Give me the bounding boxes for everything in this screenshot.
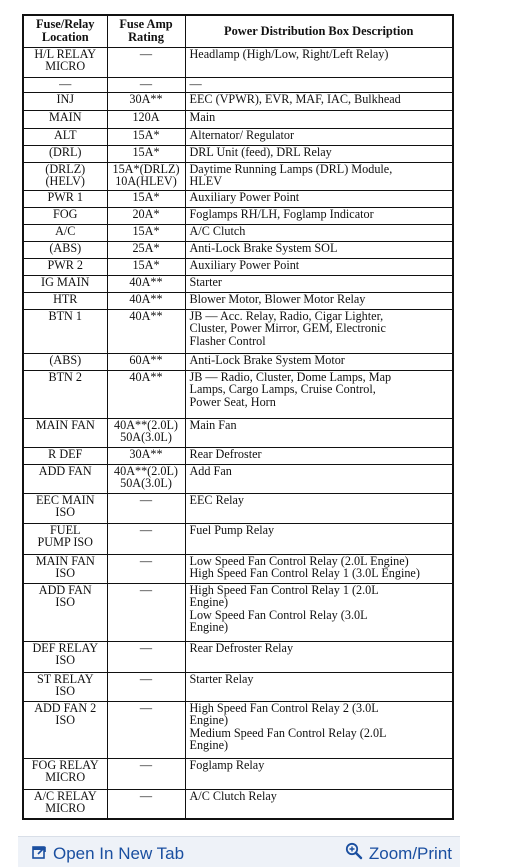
amp-rating-cell: [107, 207, 185, 224]
description-cell: [185, 464, 453, 493]
cell-text-line: FOG RELAY: [31, 757, 99, 772]
table-row: [23, 145, 453, 162]
amp-rating-cell: [107, 258, 185, 275]
cell-text-line: PWR 1: [47, 189, 84, 204]
amp-rating-cell: [107, 789, 185, 819]
description-cell: [185, 224, 453, 241]
description-cell: [185, 47, 453, 77]
header-amp-rating: Fuse Amp Rating: [107, 15, 185, 47]
cell-text-line: —: [59, 76, 72, 91]
cell-text-line: Engine): [189, 620, 229, 635]
table-row: [23, 309, 453, 353]
cell-text-line: —: [139, 76, 153, 91]
cell-text-line: 15A*: [132, 144, 160, 159]
description-cell: [185, 309, 453, 353]
location-cell: [23, 47, 107, 77]
cell-text-line: 30A**: [129, 446, 163, 461]
description-cell: [185, 789, 453, 819]
table-row: [23, 190, 453, 207]
cell-text-line: —: [139, 671, 153, 686]
cell-text-line: 15A*: [132, 127, 160, 142]
table-row: [23, 464, 453, 493]
table-row: [23, 162, 453, 190]
cell-text-line: 40A**(2.0L): [114, 463, 178, 478]
cell-text-line: HTR: [53, 291, 78, 306]
cell-text-line: Engine): [189, 713, 229, 728]
location-cell: [23, 493, 107, 523]
description-cell: [185, 92, 453, 110]
cell-text-line: MICRO: [45, 59, 86, 74]
location-cell: [23, 207, 107, 224]
cell-text-line: Fuel Pump Relay: [189, 522, 275, 537]
cell-text-line: BTN 1: [48, 308, 82, 323]
cell-text-line: ISO: [55, 566, 76, 581]
cell-text-line: —: [139, 582, 153, 597]
zoom-print-link[interactable]: [345, 842, 452, 865]
cell-text-line: 10A(HLEV): [115, 174, 177, 189]
cell-text-line: FUEL: [50, 522, 81, 537]
description-cell: [185, 110, 453, 128]
location-cell: [23, 554, 107, 583]
cell-text-line: Add Fan: [189, 463, 232, 478]
cell-text-line: JB — Radio, Cluster, Dome Lamps, Map: [189, 369, 392, 384]
location-cell: [23, 464, 107, 493]
amp-rating-cell: [107, 554, 185, 583]
amp-rating-cell: [107, 162, 185, 190]
description-cell: [185, 292, 453, 309]
description-cell: [185, 641, 453, 672]
fuse-relay-table: [22, 14, 454, 820]
table-row: [23, 258, 453, 275]
cell-text-line: ADD FAN 2: [34, 700, 97, 715]
cell-text-line: MAIN: [49, 109, 82, 124]
zoom-magnifier-icon: [345, 842, 363, 865]
location-cell: [23, 789, 107, 819]
amp-rating-cell: [107, 641, 185, 672]
cell-text-line: EEC (VPWR), EVR, MAF, IAC, Bulkhead: [189, 91, 401, 106]
description-cell: [185, 190, 453, 207]
amp-rating-cell: [107, 77, 185, 92]
amp-rating-cell: [107, 353, 185, 370]
cell-text-line: PUMP ISO: [37, 535, 93, 550]
table-body: [23, 47, 453, 819]
description-cell: [185, 701, 453, 758]
cell-text-line: —: [139, 492, 153, 507]
location-cell: [23, 190, 107, 207]
cell-text-line: —: [139, 757, 153, 772]
table-row: [23, 554, 453, 583]
description-cell: [185, 145, 453, 162]
cell-text-line: Main Fan: [189, 417, 237, 432]
table-row: [23, 672, 453, 701]
amp-rating-cell: [107, 92, 185, 110]
cell-text-line: A/C Clutch Relay: [189, 788, 277, 803]
amp-rating-cell: [107, 110, 185, 128]
amp-rating-cell: [107, 464, 185, 493]
location-cell: [23, 292, 107, 309]
cell-text-line: Engine): [189, 595, 229, 610]
cell-text-line: PWR 2: [47, 257, 84, 272]
description-cell: [185, 128, 453, 145]
location-cell: [23, 110, 107, 128]
fuse-table-sheet: [22, 14, 452, 820]
cell-text-line: Lamps, Cargo Lamps, Cruise Control,: [189, 382, 376, 397]
amp-rating-cell: [107, 47, 185, 77]
cell-text-line: FOG: [53, 206, 78, 221]
cell-text-line: 15A*: [132, 189, 160, 204]
cell-text-line: IG MAIN: [41, 274, 90, 289]
cell-text-line: —: [139, 788, 153, 803]
description-cell: [185, 583, 453, 641]
cell-text-line: 30A**: [129, 91, 163, 106]
table-row: [23, 523, 453, 554]
cell-text-line: 60A**: [129, 352, 163, 367]
location-cell: [23, 447, 107, 464]
cell-text-line: ISO: [55, 684, 76, 699]
amp-rating-cell: [107, 672, 185, 701]
cell-text-line: Anti-Lock Brake System SOL: [189, 240, 338, 255]
location-cell: [23, 370, 107, 418]
table-row: [23, 418, 453, 447]
cell-text-line: ISO: [55, 595, 76, 610]
table-row: [23, 77, 453, 92]
location-cell: [23, 641, 107, 672]
cell-text-line: BTN 2: [48, 369, 82, 384]
cell-text-line: Auxiliary Power Point: [189, 257, 300, 272]
amp-rating-cell: [107, 292, 185, 309]
cell-text-line: EEC MAIN: [35, 492, 95, 507]
cell-text-line: Main: [189, 109, 216, 124]
cell-text-line: Medium Speed Fan Control Relay (2.0L: [189, 725, 387, 740]
amp-rating-cell: [107, 309, 185, 353]
location-cell: [23, 353, 107, 370]
amp-rating-cell: [107, 758, 185, 789]
cell-text-line: ADD FAN: [38, 463, 92, 478]
table-header-row: [23, 15, 453, 47]
table-row: [23, 207, 453, 224]
cell-text-line: Alternator/ Regulator: [189, 127, 295, 142]
cell-text-line: Engine): [189, 738, 229, 753]
cell-text-line: (ABS): [49, 240, 82, 255]
cell-text-line: Blower Motor, Blower Motor Relay: [189, 291, 366, 306]
location-cell: [23, 145, 107, 162]
table-row: [23, 370, 453, 418]
description-cell: [185, 418, 453, 447]
cell-text-line: (DRLZ): [45, 161, 86, 176]
cell-text-line: A/C RELAY: [33, 788, 97, 803]
amp-rating-cell: [107, 224, 185, 241]
cell-text-line: Daytime Running Lamps (DRL) Module,: [189, 161, 393, 176]
cell-text-line: Auxiliary Power Point: [189, 189, 300, 204]
table-row: [23, 110, 453, 128]
cell-text-line: —: [139, 522, 153, 537]
amp-rating-cell: [107, 370, 185, 418]
location-cell: [23, 224, 107, 241]
table-row: [23, 275, 453, 292]
location-cell: [23, 92, 107, 110]
table-row: [23, 292, 453, 309]
cell-text-line: 40A**(2.0L): [114, 417, 178, 432]
header-description: Power Distribution Box Description: [185, 15, 453, 47]
description-cell: [185, 241, 453, 258]
amp-rating-cell: [107, 523, 185, 554]
amp-rating-cell: [107, 241, 185, 258]
cell-text-line: MICRO: [45, 770, 86, 785]
cell-text-line: 120A: [132, 109, 160, 124]
table-row: [23, 447, 453, 464]
cell-text-line: 40A**: [129, 291, 163, 306]
amp-rating-cell: [107, 190, 185, 207]
cell-text-line: EEC Relay: [189, 492, 244, 507]
description-cell: [185, 353, 453, 370]
description-cell: [185, 672, 453, 701]
amp-rating-cell: [107, 418, 185, 447]
cell-text-line: MAIN FAN: [35, 553, 95, 568]
cell-text-line: 15A*: [132, 257, 160, 272]
cell-text-line: Cluster, Power Mirror, GEM, Electronic: [189, 321, 386, 336]
cell-text-line: ISO: [55, 653, 76, 668]
cell-text-line: Power Seat, Horn: [189, 394, 276, 409]
cell-text-line: —: [139, 553, 153, 568]
description-cell: [185, 493, 453, 523]
cell-text-line: —: [139, 700, 153, 715]
footer-bar: [18, 836, 460, 867]
amp-rating-cell: [107, 128, 185, 145]
description-cell: [185, 77, 453, 92]
open-in-new-tab-label: Open In New Tab: [53, 844, 185, 863]
cell-text-line: 40A**: [129, 274, 163, 289]
location-cell: [23, 258, 107, 275]
description-cell: [185, 523, 453, 554]
cell-text-line: DEF RELAY: [32, 640, 99, 655]
location-cell: [23, 523, 107, 554]
location-cell: [23, 672, 107, 701]
cell-text-line: (DRL): [49, 144, 82, 159]
cell-text-line: Rear Defroster: [189, 446, 262, 461]
cell-text-line: 50A(3.0L): [120, 430, 172, 445]
cell-text-line: High Speed Fan Control Relay 1 (3.0L Engine): [189, 566, 420, 581]
cell-text-line: JB — Acc. Relay, Radio, Cigar Lighter,: [189, 308, 384, 323]
cell-text-line: —: [139, 46, 153, 61]
cell-text-line: Starter: [189, 274, 222, 289]
cell-text-line: A/C: [55, 223, 76, 238]
location-cell: [23, 162, 107, 190]
cell-text-line: MICRO: [45, 801, 86, 816]
amp-rating-cell: [107, 275, 185, 292]
cell-text-line: 40A**: [129, 308, 163, 323]
cell-text-line: HLEV: [189, 174, 222, 189]
table-row: [23, 128, 453, 145]
description-cell: [185, 758, 453, 789]
cell-text-line: H/L RELAY: [34, 46, 97, 61]
cell-text-line: (ABS): [49, 352, 82, 367]
cell-text-line: ST RELAY: [36, 671, 94, 686]
amp-rating-cell: [107, 493, 185, 523]
cell-text-line: 20A*: [132, 206, 160, 221]
table-row: [23, 241, 453, 258]
location-cell: [23, 758, 107, 789]
cell-text-line: Flasher Control: [189, 333, 266, 348]
description-cell: [185, 275, 453, 292]
cell-text-line: R DEF: [48, 446, 83, 461]
amp-rating-cell: [107, 447, 185, 464]
cell-text-line: Starter Relay: [189, 671, 254, 686]
table-row: [23, 583, 453, 641]
location-cell: [23, 275, 107, 292]
description-cell: [185, 162, 453, 190]
description-cell: [185, 447, 453, 464]
amp-rating-cell: [107, 145, 185, 162]
cell-text-line: 25A*: [132, 240, 160, 255]
cell-text-line: High Speed Fan Control Relay 2 (3.0L: [189, 700, 379, 715]
cell-text-line: (HELV): [45, 174, 85, 189]
table-row: [23, 47, 453, 77]
description-cell: [185, 554, 453, 583]
cell-text-line: Foglamp Relay: [189, 757, 265, 772]
cell-text-line: High Speed Fan Control Relay 1 (2.0L: [189, 582, 379, 597]
table-row: [23, 224, 453, 241]
table-row: [23, 641, 453, 672]
location-cell: [23, 241, 107, 258]
cell-text-line: ISO: [55, 713, 76, 728]
table-row: [23, 789, 453, 819]
cell-text-line: Headlamp (High/Low, Right/Left Relay): [189, 46, 389, 61]
cell-text-line: ADD FAN: [38, 582, 92, 597]
open-in-new-tab-link[interactable]: [32, 844, 184, 864]
description-cell: [185, 207, 453, 224]
description-cell: [185, 258, 453, 275]
cell-text-line: DRL Unit (feed), DRL Relay: [189, 144, 332, 159]
cell-text-line: Rear Defroster Relay: [189, 640, 294, 655]
location-cell: [23, 583, 107, 641]
open-in-new-tab-icon: [32, 844, 47, 864]
location-cell: [23, 418, 107, 447]
cell-text-line: Low Speed Fan Control Relay (3.0L: [189, 607, 368, 622]
location-cell: [23, 701, 107, 758]
location-cell: [23, 128, 107, 145]
location-cell: [23, 309, 107, 353]
amp-rating-cell: [107, 583, 185, 641]
description-cell: [185, 370, 453, 418]
cell-text-line: 15A*(DRLZ): [112, 161, 180, 176]
table-row: [23, 493, 453, 523]
table-row: [23, 701, 453, 758]
table-row: [23, 353, 453, 370]
cell-text-line: ISO: [55, 505, 76, 520]
cell-text-line: Low Speed Fan Control Relay (2.0L Engine): [189, 553, 409, 568]
cell-text-line: ALT: [53, 127, 77, 142]
cell-text-line: 15A*: [132, 223, 160, 238]
amp-rating-cell: [107, 701, 185, 758]
location-cell: [23, 77, 107, 92]
header-location: Fuse/Relay Location: [23, 15, 107, 47]
table-row: [23, 758, 453, 789]
cell-text-line: A/C Clutch: [189, 223, 246, 238]
cell-text-line: Anti-Lock Brake System Motor: [189, 352, 345, 367]
cell-text-line: 40A**: [129, 369, 163, 384]
cell-text-line: 50A(3.0L): [120, 476, 172, 491]
cell-text-line: —: [139, 640, 153, 655]
cell-text-line: INJ: [56, 91, 75, 106]
table-row: [23, 92, 453, 110]
cell-text-line: MAIN FAN: [35, 417, 95, 432]
cell-text-line: Foglamps RH/LH, Foglamp Indicator: [189, 206, 374, 221]
cell-text-line: —: [189, 76, 202, 91]
zoom-print-label: Zoom/Print: [368, 843, 452, 863]
